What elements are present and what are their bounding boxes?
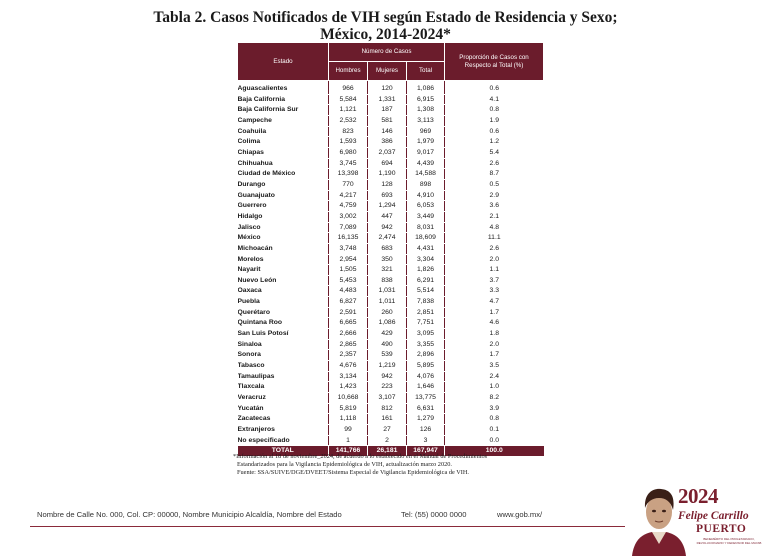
table-row [238, 329, 544, 340]
table-row [238, 425, 544, 436]
cell-estado: San Luis Potosí [238, 329, 329, 340]
cell-estado: Nayarit [238, 265, 329, 276]
cell-pct: 2.0 [445, 254, 544, 265]
cell-hombres: 10,668 [329, 393, 368, 404]
cell-estado: Yucatán [238, 403, 329, 414]
table-row [238, 339, 544, 350]
cell-hombres: 5,453 [329, 275, 368, 286]
cell-mujeres: 447 [368, 211, 407, 222]
cell-mujeres: 693 [368, 190, 407, 201]
cell-mujeres: 1,219 [368, 361, 407, 372]
table-row [238, 414, 544, 425]
table-row [238, 350, 544, 361]
table-row [238, 94, 544, 105]
cell-total: 5,895 [407, 361, 445, 372]
cell-mujeres: 1,011 [368, 297, 407, 308]
table-row [238, 361, 544, 372]
note-line-2: Estandarizados para la Vigilancia Epidemiológica de VIH, actualización marzo 2020. [237, 461, 452, 468]
cell-mujeres: 838 [368, 275, 407, 286]
cell-total: 7,751 [407, 318, 445, 329]
cell-mujeres: 161 [368, 414, 407, 425]
cell-hombres: 7,089 [329, 222, 368, 233]
total-pct: 100.0 [445, 446, 544, 457]
cell-hombres: 3,745 [329, 158, 368, 169]
table-row [238, 126, 544, 137]
footer-address: Nombre de Calle No. 000, Col. CP: 00000, Nombre Municipio Alcaldía, Nombre del Estado [37, 510, 342, 519]
header-proporcion-line-1: Proporción de Casos con [459, 53, 529, 61]
cell-estado: Michoacán [238, 243, 329, 254]
cell-mujeres: 321 [368, 265, 407, 276]
cell-hombres: 5,584 [329, 94, 368, 105]
cell-total: 3,095 [407, 329, 445, 340]
cell-hombres: 2,532 [329, 115, 368, 126]
cell-estado: Campeche [238, 115, 329, 126]
header-proporcion [445, 43, 544, 81]
table-row [238, 169, 544, 180]
cell-total: 3,449 [407, 211, 445, 222]
cell-estado: Hidalgo [238, 211, 329, 222]
cell-total: 6,291 [407, 275, 445, 286]
cell-total: 3,304 [407, 254, 445, 265]
cell-mujeres: 942 [368, 222, 407, 233]
cell-hombres: 1,505 [329, 265, 368, 276]
cell-mujeres: 223 [368, 382, 407, 393]
total-mujeres: 26,181 [368, 446, 407, 457]
total-total: 167,947 [407, 446, 445, 457]
cell-mujeres: 350 [368, 254, 407, 265]
cell-mujeres: 1,190 [368, 169, 407, 180]
cell-total: 1,086 [407, 81, 445, 95]
table-row [238, 201, 544, 212]
cell-hombres: 2,357 [329, 350, 368, 361]
cell-hombres: 2,954 [329, 254, 368, 265]
cell-mujeres: 128 [368, 179, 407, 190]
cell-estado: Durango [238, 179, 329, 190]
footer-divider [30, 526, 625, 527]
cell-hombres: 770 [329, 179, 368, 190]
cell-total: 3,355 [407, 339, 445, 350]
cell-total: 3 [407, 435, 445, 446]
cell-total: 1,979 [407, 137, 445, 148]
cell-estado: Coahuila [238, 126, 329, 137]
cell-mujeres: 2,474 [368, 233, 407, 244]
cell-total: 6,631 [407, 403, 445, 414]
cell-hombres: 4,217 [329, 190, 368, 201]
cell-pct: 1.2 [445, 137, 544, 148]
cell-mujeres: 812 [368, 403, 407, 414]
cell-pct: 2.6 [445, 158, 544, 169]
cell-estado: Ciudad de México [238, 169, 329, 180]
cell-pct: 0.0 [445, 435, 544, 446]
cell-hombres: 99 [329, 425, 368, 436]
cell-estado: Guanajuato [238, 190, 329, 201]
cell-pct: 1.7 [445, 307, 544, 318]
cell-hombres: 5,819 [329, 403, 368, 414]
cell-total: 2,851 [407, 307, 445, 318]
cell-pct: 1.7 [445, 350, 544, 361]
table-row [238, 286, 544, 297]
cell-total: 14,588 [407, 169, 445, 180]
table-row [238, 222, 544, 233]
cell-estado: Jalisco [238, 222, 329, 233]
cell-pct: 8.7 [445, 169, 544, 180]
cell-estado: México [238, 233, 329, 244]
cell-total: 6,053 [407, 201, 445, 212]
cell-hombres: 2,591 [329, 307, 368, 318]
felipe-carrillo-puerto-logo [628, 480, 768, 556]
cell-hombres: 2,666 [329, 329, 368, 340]
cell-pct: 3.6 [445, 201, 544, 212]
cell-hombres: 4,759 [329, 201, 368, 212]
cell-estado: Querétaro [238, 307, 329, 318]
cell-mujeres: 429 [368, 329, 407, 340]
cell-mujeres: 942 [368, 371, 407, 382]
cell-estado: Nuevo León [238, 275, 329, 286]
cell-mujeres: 694 [368, 158, 407, 169]
cell-pct: 0.5 [445, 179, 544, 190]
table-row [238, 158, 544, 169]
cell-estado: Tlaxcala [238, 382, 329, 393]
table-row [238, 233, 544, 244]
cell-pct: 0.8 [445, 105, 544, 116]
cell-estado: Tabasco [238, 361, 329, 372]
cell-mujeres: 581 [368, 115, 407, 126]
table-row [238, 254, 544, 265]
cell-pct: 3.9 [445, 403, 544, 414]
logo-city: PUERTO [696, 523, 747, 535]
cell-pct: 8.2 [445, 393, 544, 404]
cell-total: 13,775 [407, 393, 445, 404]
cell-estado: Colima [238, 137, 329, 148]
cell-total: 1,279 [407, 414, 445, 425]
cell-mujeres: 490 [368, 339, 407, 350]
title-line-2: México, 2014-2024* [320, 26, 451, 43]
cell-total: 898 [407, 179, 445, 190]
cell-pct: 0.6 [445, 81, 544, 95]
cell-estado: Extranjeros [238, 425, 329, 436]
cell-mujeres: 3,107 [368, 393, 407, 404]
table-row [238, 190, 544, 201]
footer-phone: Tel: (55) 0000 0000 [401, 510, 467, 519]
header-estado: Estado [238, 43, 329, 81]
header-total: Total [407, 62, 445, 81]
table-row [238, 403, 544, 414]
cell-pct: 2.9 [445, 190, 544, 201]
cell-estado: Baja California Sur [238, 105, 329, 116]
cell-pct: 11.1 [445, 233, 544, 244]
table-row [238, 147, 544, 158]
header-numero-casos: Número de Casos [329, 43, 445, 62]
table-row [238, 105, 544, 116]
cell-hombres: 1,593 [329, 137, 368, 148]
cell-mujeres: 146 [368, 126, 407, 137]
cell-pct: 4.6 [445, 318, 544, 329]
cell-total: 1,646 [407, 382, 445, 393]
cell-estado: Puebla [238, 297, 329, 308]
cell-total: 5,514 [407, 286, 445, 297]
table-row [238, 318, 544, 329]
cell-hombres: 4,676 [329, 361, 368, 372]
cell-pct: 4.8 [445, 222, 544, 233]
cell-hombres: 3,748 [329, 243, 368, 254]
table-row [238, 265, 544, 276]
cell-mujeres: 683 [368, 243, 407, 254]
cell-pct: 2.1 [445, 211, 544, 222]
cell-total: 6,915 [407, 94, 445, 105]
cell-total: 4,910 [407, 190, 445, 201]
cell-estado: Chiapas [238, 147, 329, 158]
cell-total: 1,826 [407, 265, 445, 276]
cell-hombres: 1,121 [329, 105, 368, 116]
cell-hombres: 2,865 [329, 339, 368, 350]
logo-tagline: BENEMÉRITO DEL PROLETARIADO, REVOLUCIONARIO Y DEFENSOR DEL MAYAB [696, 537, 762, 545]
cell-pct: 1.1 [445, 265, 544, 276]
header-hombres: Hombres [329, 62, 368, 81]
cell-pct: 2.4 [445, 371, 544, 382]
table-row [238, 211, 544, 222]
cell-pct: 3.3 [445, 286, 544, 297]
note-source: Fuente: SSA/SUIVE/DGE/DVEET/Sistema Especial de Vigilancia Epidemiológica de VIH. [237, 469, 469, 476]
header-proporcion-line-2: Respecto al Total (%) [464, 61, 524, 69]
cell-pct: 2.6 [445, 243, 544, 254]
cell-total: 4,439 [407, 158, 445, 169]
document-title [0, 9, 771, 43]
cell-pct: 1.9 [445, 115, 544, 126]
cell-total: 18,609 [407, 233, 445, 244]
table-row [238, 371, 544, 382]
cell-pct: 4.7 [445, 297, 544, 308]
table-row [238, 307, 544, 318]
cell-hombres: 6,980 [329, 147, 368, 158]
cell-total: 8,031 [407, 222, 445, 233]
cell-mujeres: 386 [368, 137, 407, 148]
table-row [238, 179, 544, 190]
cell-mujeres: 120 [368, 81, 407, 95]
cell-pct: 3.5 [445, 361, 544, 372]
cell-mujeres: 187 [368, 105, 407, 116]
cell-total: 1,308 [407, 105, 445, 116]
cell-estado: Morelos [238, 254, 329, 265]
cell-pct: 1.0 [445, 382, 544, 393]
table-row [238, 297, 544, 308]
cell-total: 126 [407, 425, 445, 436]
cell-estado: Quintana Roo [238, 318, 329, 329]
cell-estado: Aguascalientes [238, 81, 329, 95]
logo-name: Felipe Carrillo [678, 510, 749, 522]
cell-estado: Sonora [238, 350, 329, 361]
cell-estado: Tamaulipas [238, 371, 329, 382]
table-row [238, 81, 544, 95]
cell-pct: 1.8 [445, 329, 544, 340]
cell-hombres: 1,423 [329, 382, 368, 393]
cell-mujeres: 2 [368, 435, 407, 446]
header-mujeres: Mujeres [368, 62, 407, 81]
cell-total: 7,838 [407, 297, 445, 308]
cell-hombres: 16,135 [329, 233, 368, 244]
table-row [238, 275, 544, 286]
cell-hombres: 13,398 [329, 169, 368, 180]
cell-hombres: 3,002 [329, 211, 368, 222]
cell-pct: 3.7 [445, 275, 544, 286]
cell-estado: Guerrero [238, 201, 329, 212]
cell-total: 9,017 [407, 147, 445, 158]
cell-mujeres: 539 [368, 350, 407, 361]
cell-pct: 0.6 [445, 126, 544, 137]
cell-estado: Baja California [238, 94, 329, 105]
title-line-1: Tabla 2. Casos Notificados de VIH según Estado de Residencia y Sexo; [153, 9, 618, 26]
footer-website[interactable]: www.gob.mx/ [497, 510, 543, 519]
cell-hombres: 966 [329, 81, 368, 95]
cell-total: 4,431 [407, 243, 445, 254]
cell-estado: Veracruz [238, 393, 329, 404]
cell-estado: Chihuahua [238, 158, 329, 169]
table-row [238, 393, 544, 404]
cell-hombres: 1,118 [329, 414, 368, 425]
cell-total: 3,113 [407, 115, 445, 126]
cell-estado: Sinaloa [238, 339, 329, 350]
table-row [238, 435, 544, 446]
cell-mujeres: 1,031 [368, 286, 407, 297]
cell-mujeres: 27 [368, 425, 407, 436]
logo-year: 2024 [678, 484, 718, 508]
cell-pct: 0.8 [445, 414, 544, 425]
cell-total: 4,076 [407, 371, 445, 382]
cases-table [237, 42, 544, 456]
cell-mujeres: 1,331 [368, 94, 407, 105]
table-row [238, 137, 544, 148]
cell-hombres: 1 [329, 435, 368, 446]
cell-pct: 5.4 [445, 147, 544, 158]
table-row [238, 243, 544, 254]
cell-hombres: 6,665 [329, 318, 368, 329]
cell-hombres: 3,134 [329, 371, 368, 382]
cell-estado: Zacatecas [238, 414, 329, 425]
table-body [238, 81, 544, 446]
table-row [238, 115, 544, 126]
cell-hombres: 823 [329, 126, 368, 137]
note-line-1: *Información al 18 de noviembre_2024, de acuerdo a lo establecido en el Manual de Procedimientos [233, 453, 488, 460]
table-notes [233, 453, 573, 477]
cell-total: 2,896 [407, 350, 445, 361]
cell-mujeres: 2,037 [368, 147, 407, 158]
cell-total: 969 [407, 126, 445, 137]
cell-hombres: 4,483 [329, 286, 368, 297]
table-row [238, 382, 544, 393]
total-hombres: 141,766 [329, 446, 368, 457]
cell-estado: No especificado [238, 435, 329, 446]
cell-pct: 4.1 [445, 94, 544, 105]
cell-pct: 2.0 [445, 339, 544, 350]
cell-hombres: 6,827 [329, 297, 368, 308]
cell-estado: Oaxaca [238, 286, 329, 297]
total-label: TOTAL [238, 446, 329, 457]
cell-mujeres: 260 [368, 307, 407, 318]
cell-mujeres: 1,086 [368, 318, 407, 329]
cell-pct: 0.1 [445, 425, 544, 436]
cell-mujeres: 1,294 [368, 201, 407, 212]
